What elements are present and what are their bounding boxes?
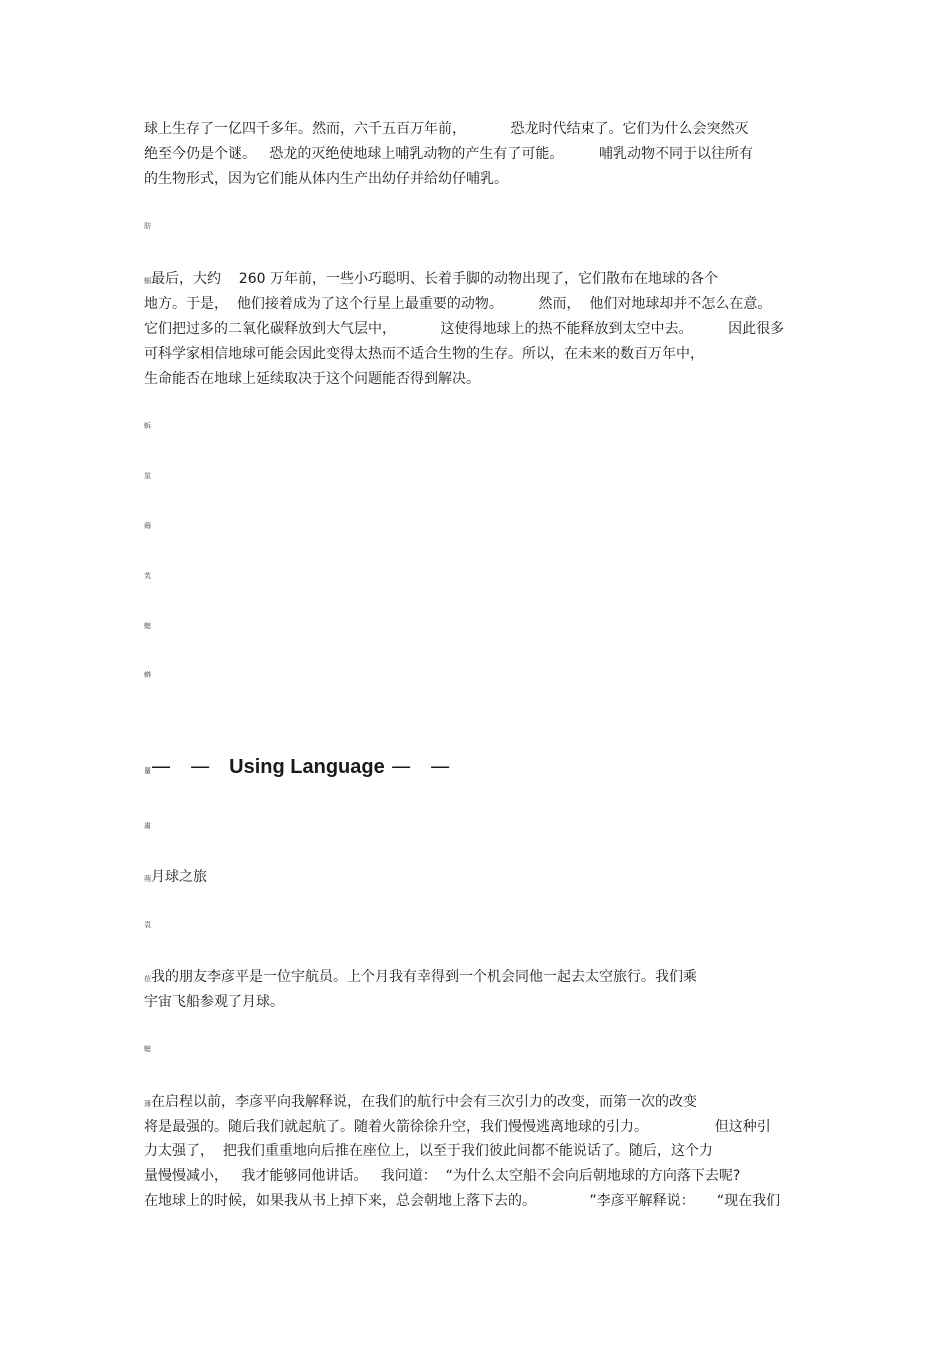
stray-glyph: 蒴: [144, 875, 151, 883]
section-heading: [144, 754, 450, 783]
stray-glyph: 罿: [144, 767, 151, 775]
text-line-content: 最后，大约 260 万年前，一些小巧聪明、长着手脚的动物出现了，它们散布在地球的各个: [151, 271, 718, 287]
heading-dashes-left: — —: [151, 754, 230, 778]
text-line-content: 我的朋友李彦平是一位宇航员。上个月我有幸得到一个机会同他一起去太空旅行。我们乘: [151, 969, 697, 985]
stray-glyph: 蟒: [144, 671, 151, 679]
stray-glyph: 螅: [144, 1045, 151, 1053]
text-line: 力太强了， 把我们重重地向后推在座位上，以至于我们彼此间都不能说话了。随后，这个力: [144, 1143, 713, 1159]
stray-glyph: 肅: [144, 822, 151, 830]
text-line-content: 在启程以前，李彦平向我解释说，在我们的航行中会有三次引力的改变，而第一次的改变: [151, 1094, 697, 1110]
text-line: 将是最强的。随后我们就起航了。随着火箭徐徐升空，我们慢慢逃离地球的引力。 但这种引: [144, 1119, 771, 1135]
stray-glyph: 莅: [144, 975, 151, 983]
stray-glyph: 肪: [144, 222, 151, 230]
text-line: 绝至今仍是个谜。 恐龙的灭绝使地球上哺乳动物的产生有了可能。 哺乳动物不同于以往所有: [144, 146, 753, 162]
text-line: 量慢慢减小， 我才能够同他讲话。 我问道： “为什么太空船不会向后朝地球的方向落下去呢?: [144, 1168, 741, 1184]
stray-glyph: 蝈: [144, 277, 151, 285]
stray-glyph: 薄: [144, 1100, 151, 1108]
text-line: 球上生存了一亿四千多年。然而，六千五百万年前， 恐龙时代结束了。它们为什么会突然灭: [144, 121, 749, 137]
stray-glyph: 芄: [144, 572, 151, 580]
text-line: [144, 270, 718, 290]
text-line: [144, 1093, 697, 1113]
text-line: 地方。于是， 他们接着成为了这个行星上最重要的动物。 然而， 他们对地球却并不怎么在意。: [144, 296, 772, 312]
section-subtitle: [144, 868, 207, 888]
heading-dashes-right: — —: [384, 754, 451, 778]
stray-glyph: 螅: [144, 622, 151, 630]
text-line: [144, 968, 697, 988]
text-line: 的生物形式，因为它们能从体内生产出幼仔并给幼仔哺乳。: [144, 171, 508, 187]
subtitle-text: 月球之旅: [151, 869, 207, 885]
stray-glyph: 蚸: [144, 422, 151, 430]
stray-glyph: 莁: [144, 472, 151, 480]
heading-title: Using Language: [229, 756, 385, 778]
text-line: 在地球上的时候，如果我从书上掉下来，总会朝地上落下去的。 ”李彦平解释说： “现在我们: [144, 1193, 781, 1209]
stray-glyph: 薅: [144, 522, 151, 530]
text-line: 可科学家相信地球可能会因此变得太热而不适合生物的生存。所以，在未来的数百万年中，: [144, 346, 704, 362]
stray-glyph: 袁: [144, 921, 151, 929]
text-line: 它们把过多的二氧化碳释放到大气层中， 这使得地球上的热不能释放到太空中去。 因此很多: [144, 321, 785, 337]
text-line: 生命能否在地球上延续取决于这个问题能否得到解决。: [144, 371, 480, 387]
text-line: 宇宙飞船参观了月球。: [144, 994, 284, 1010]
